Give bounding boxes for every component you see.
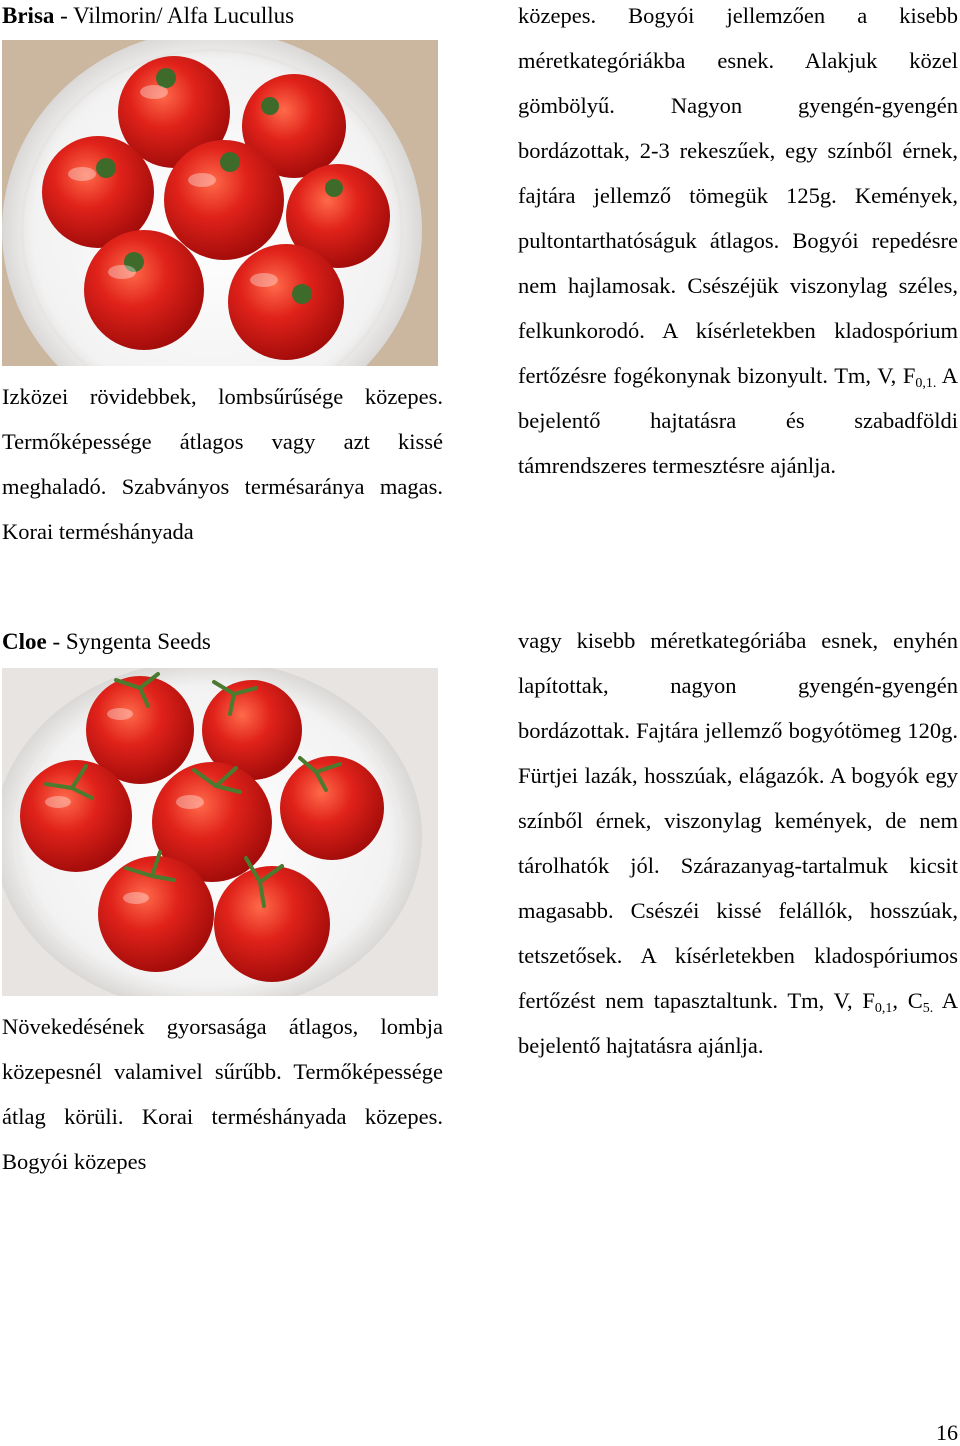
- brisa-subscript: 0,1.: [915, 376, 937, 391]
- brisa-tomato-photo: [2, 40, 438, 366]
- cloe-subscript-1: 0,1: [874, 1001, 893, 1016]
- variety-title-cloe: [2, 628, 211, 655]
- variety-name: Brisa: [2, 3, 55, 28]
- page-number: 16: [936, 1420, 958, 1445]
- brisa-right-text: közepes. Bogyói jellemzően a kisebb méretkategóriákba esnek. Alakjuk közel gömbölyű. Nagyon gyengén-gyengén bordázottak, 2-3 rekeszűek, egy színből érnek, fajtára jellemző tömegük 125g. Kemények, pultontarthatóságuk átlagos. Bogyói repedésre nem hajlamosak. Csészéjük viszonylag széles, felkunkorodó. A kísérletekben kladospórium fertőzésre fogékonynak bizonyult. Tm, V, F: [518, 3, 958, 388]
- cloe-right-text-mid: , C: [892, 988, 923, 1013]
- cloe-tomato-photo: [2, 668, 438, 996]
- cloe-right-paragraph: [518, 618, 958, 1068]
- cloe-subscript-2: 5.: [922, 1001, 934, 1016]
- cloe-left-paragraph: Növekedésének gyorsasága átlagos, lombja közepesnél valamivel sűrűbb. Termőképessége átlag körüli. Korai terméshányada közepes. Bogyói közepes: [2, 1014, 443, 1174]
- variety-source: - Vilmorin/ Alfa Lucullus: [54, 3, 295, 28]
- variety-name: Cloe: [2, 629, 47, 654]
- cloe-right-text: vagy kisebb méretkategóriába esnek, enyhén lapítottak, nagyon gyengén-gyengén bordázottak. Fajtára jellemző bogyótömeg 120g. Fürtjei lazák, hosszúak, elágazók. A bogyók egy színből érnek, viszonylag kemények, de nem tárolhatók jól. Szárazanyag-tartalmuk kicsit magasabb. Csészéi kissé felállók, hosszúak, tetszetősek. A kísérletekben kladospóriumos fertőzést nem tapasztaltunk. Tm, V, F: [518, 628, 958, 1013]
- brisa-left-paragraph: Izközei rövidebbek, lombsűrűsége közepes. Termőképessége átlagos vagy azt kissé meghaladó. Szabványos termésaránya magas. Korai terméshányada: [2, 384, 443, 544]
- variety-source: - Syngenta Seeds: [46, 629, 211, 654]
- brisa-right-text-end: A bejelentő hajtatásra és szabadföldi támrendszeres termesztésre ajánlja.: [518, 363, 958, 478]
- brisa-right-paragraph: [518, 0, 958, 488]
- cloe-right-text-end: A bejelentő hajtatásra ajánlja.: [518, 988, 958, 1058]
- variety-title-brisa: [2, 2, 294, 29]
